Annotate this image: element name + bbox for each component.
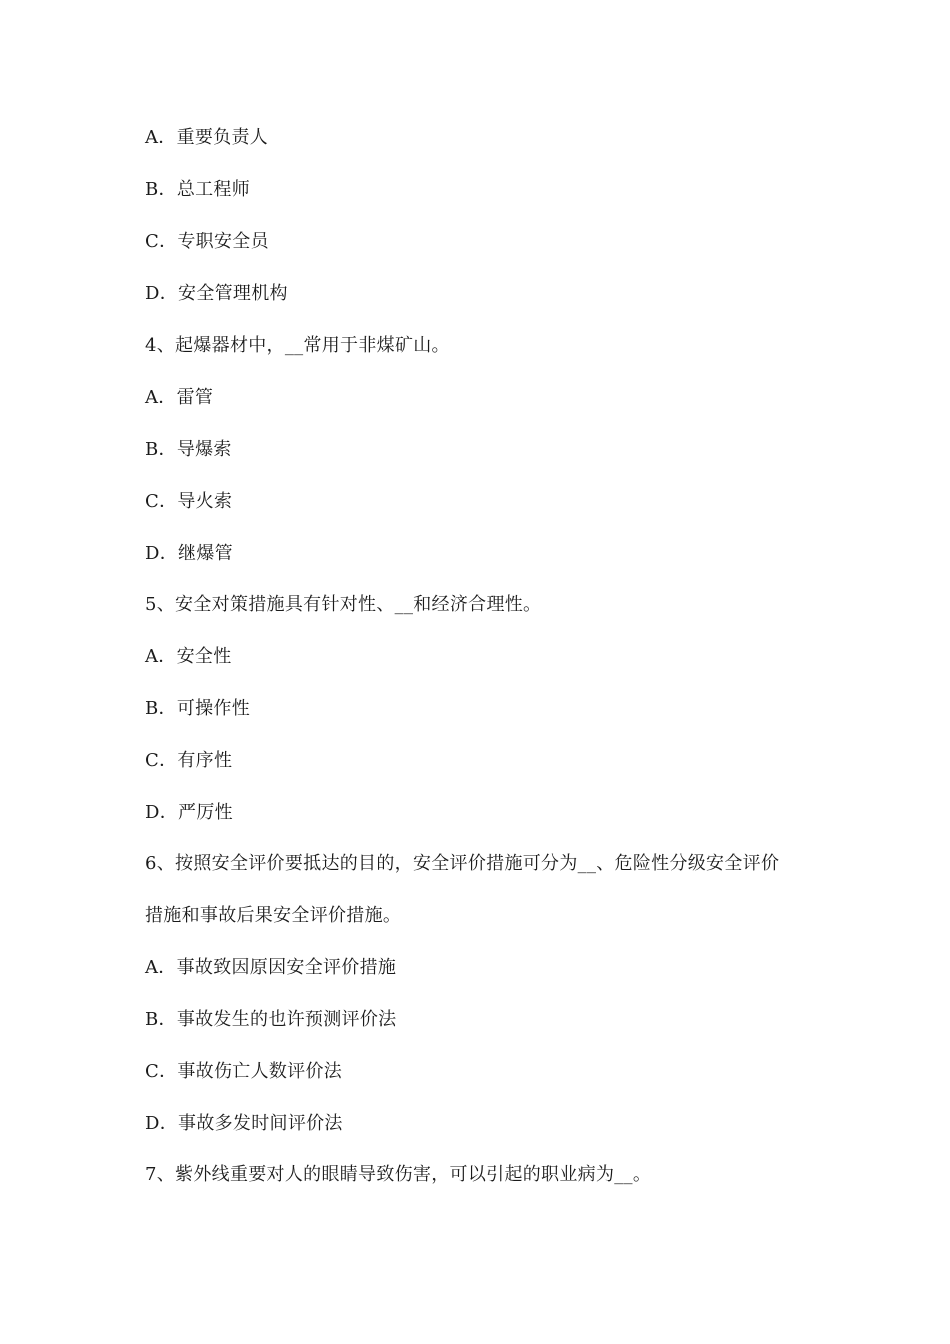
option-b-text: B．导爆索 [145, 439, 232, 460]
option-a-text: A．重要负责人 [145, 127, 269, 148]
option-c-text: C．导火索 [145, 491, 233, 512]
question-5-text: 5、安全对策措施具有针对性、__和经济合理性。 [145, 594, 542, 615]
option-d-text: D．安全管理机构 [145, 283, 288, 304]
option-b-text: B．事故发生的也许预测评价法 [145, 1009, 397, 1030]
question-6-text: 6、按照安全评价要抵达的目的，安全评价措施可分为__、危险性分级安全评价 [145, 853, 780, 874]
question-7-text: 7、紫外线重要对人的眼睛导致伤害，可以引起的职业病为__。 [145, 1164, 652, 1185]
option-b-text: B．总工程师 [145, 179, 251, 200]
option-d-text: D．继爆管 [145, 543, 233, 564]
option-b-text: B．可操作性 [145, 698, 251, 719]
question-6-text-continued: 措施和事故后果安全评价措施。 [145, 905, 402, 926]
question-4-text: 4、起爆器材中，__常用于非煤矿山。 [145, 335, 450, 356]
option-a-text: A．事故致因原因安全评价措施 [145, 957, 397, 978]
option-c-text: C．专职安全员 [145, 231, 269, 252]
option-d-text: D．严厉性 [145, 802, 233, 823]
option-c-text: C．有序性 [145, 750, 233, 771]
option-a-text: A．雷管 [145, 387, 214, 408]
option-c-text: C．事故伤亡人数评价法 [145, 1061, 343, 1082]
option-a-text: A．安全性 [145, 646, 232, 667]
option-d-text: D．事故多发时间评价法 [145, 1113, 343, 1134]
